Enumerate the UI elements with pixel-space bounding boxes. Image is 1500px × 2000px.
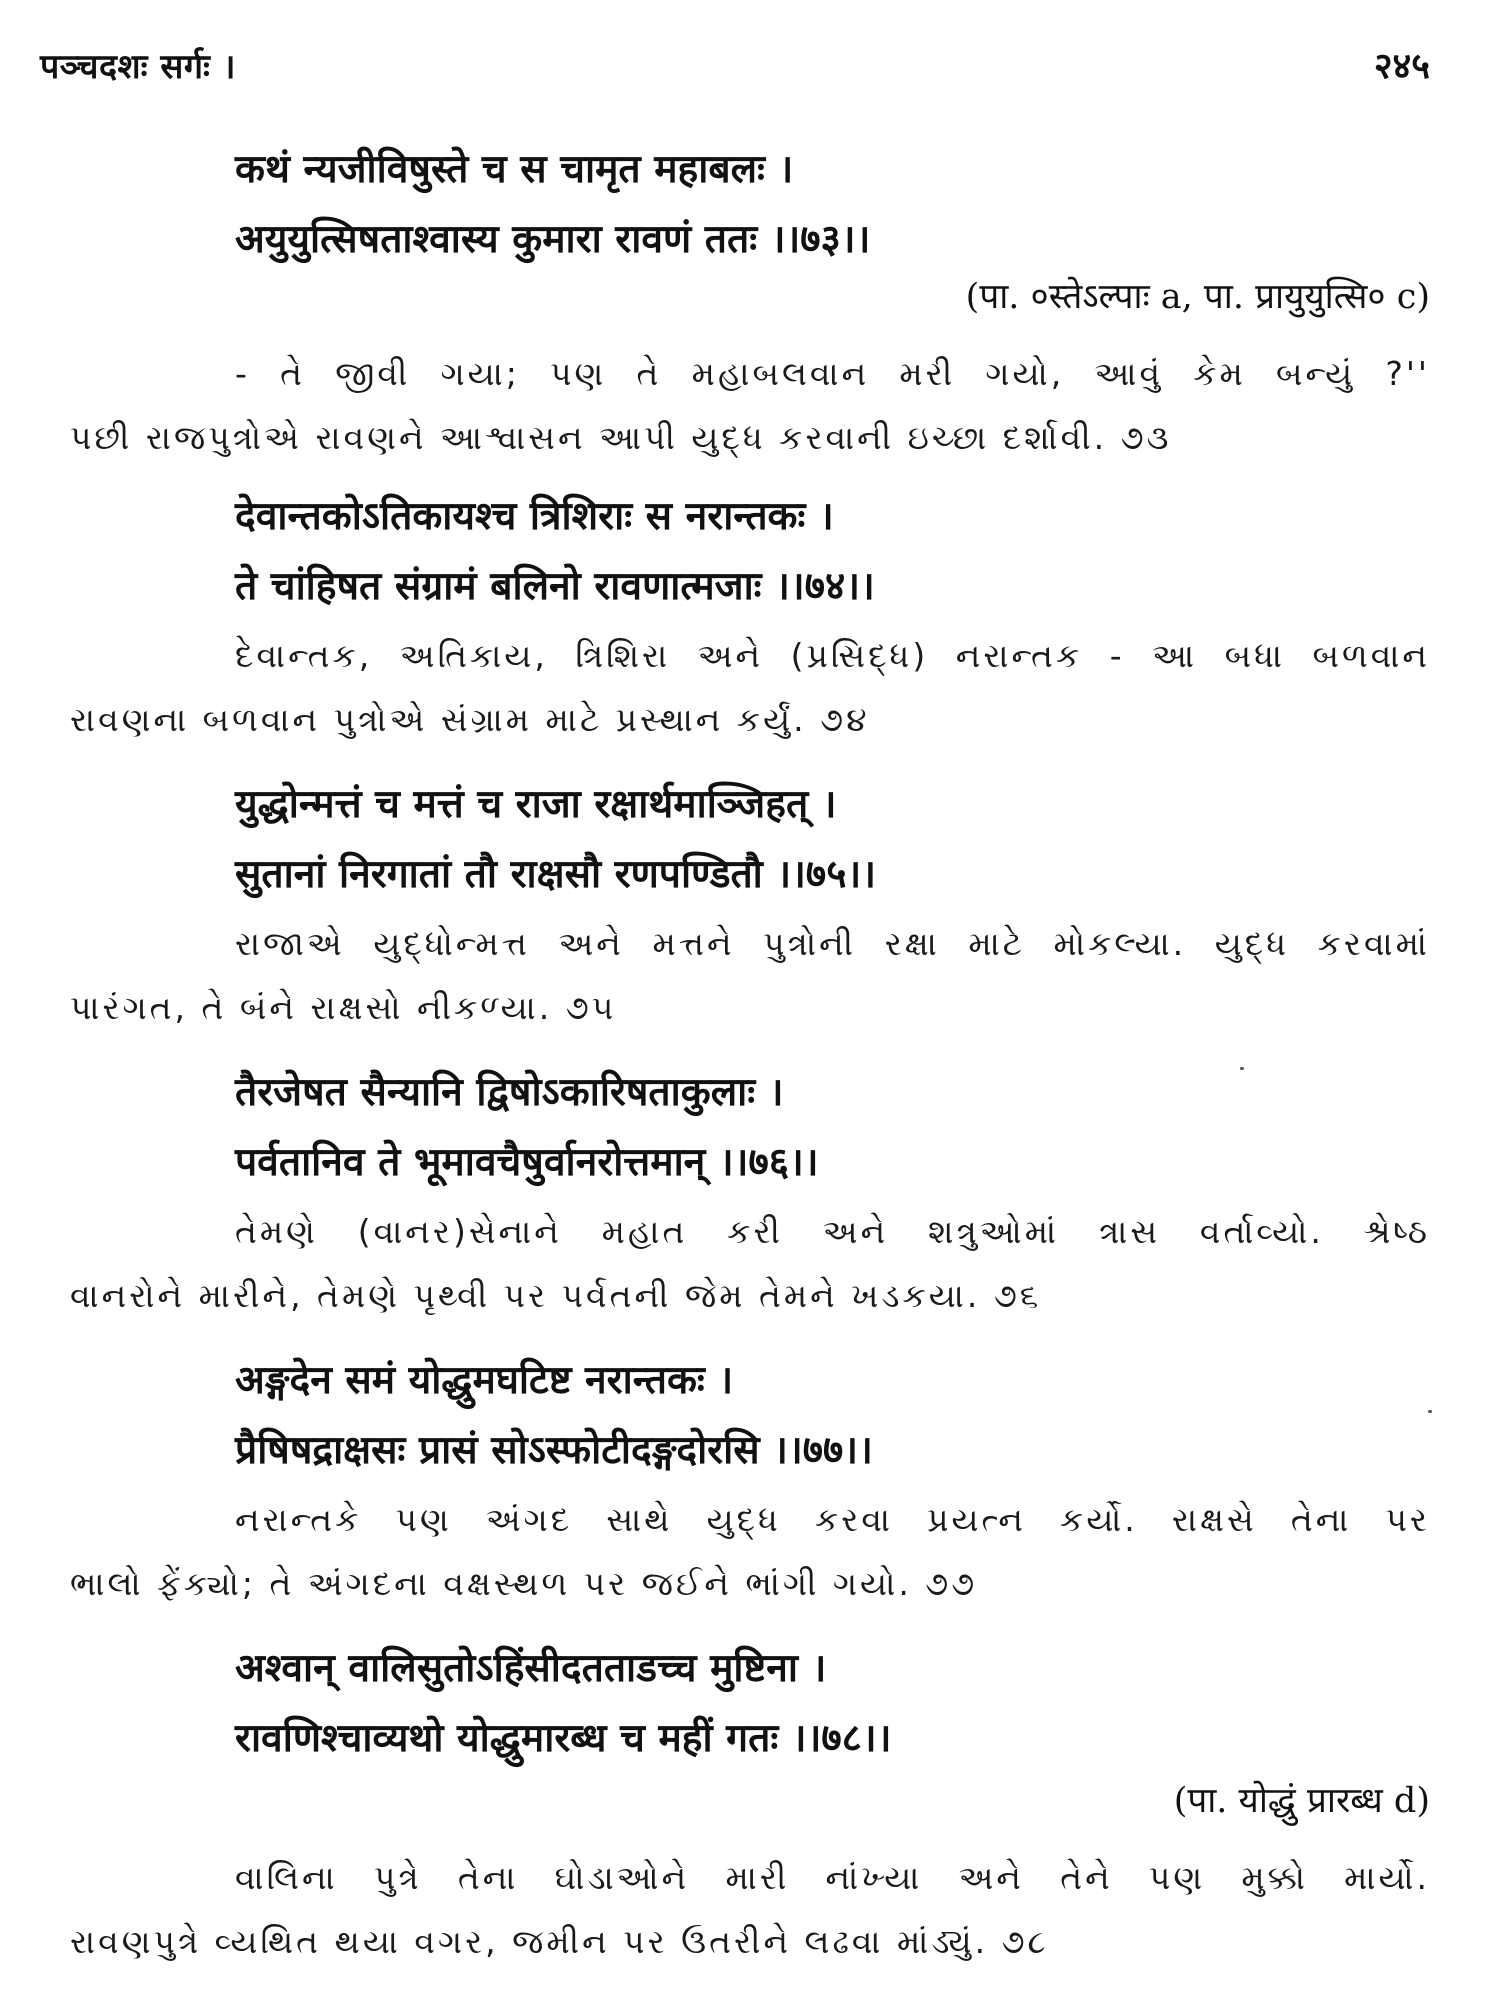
translation-line: - તે જીવી ગયા; પણ તે મહાબલવાન મરી ગયો, આવું કેમ બન્યું ?'' [235, 354, 1430, 393]
verse-line: कथं न्यजीविषुस्ते च स चामृत महाबलः । [235, 147, 794, 192]
verse-74 [235, 482, 1430, 622]
translation-line: રાજાએ યુદ્ધોન્મત્ત અને મત્તને પુત્રોની રક્ષા માટે મોકલ્યા. યુદ્ધ કરવામાં [235, 924, 1430, 963]
verse-line: युद्धोन्मत्तं च मत्तं च राजा रक्षार्थमाञ्जिहत् । [235, 782, 837, 827]
translation-line: પારંગત, તે બંને રાક્ષસો નીકળ્યા. ૭૫ [70, 988, 617, 1027]
translation-74 [70, 624, 1430, 752]
verse-73 [235, 135, 1430, 275]
verse-line: देवान्तकोऽतिकायश्च त्रिशिराः स नरान्तकः । [235, 494, 834, 539]
verse-77 [235, 1346, 1430, 1486]
verse-line: तैरजेषत सैन्यानि द्विषोऽकारिषताकुलाः । [235, 1070, 784, 1115]
translation-line: નરાન્તકે પણ અંગદ સાથે યુદ્ધ કરવા પ્રયત્ન કર્યો. રાક્ષસે તેના પર [235, 1500, 1430, 1539]
verse-line: अश्वान् वालिसुतोऽहिंसीदतताडच्च मुष्टिना । [235, 1646, 827, 1691]
translation-line: રાવણના બળવાન પુત્રોએ સંગ્રામ માટે પ્રસ્થાન કર્યું. ૭૪ [70, 700, 870, 739]
chapter-title: पञ्चदशः सर्गः । [40, 47, 237, 87]
translation-76 [70, 1200, 1430, 1328]
verse-line: रावणिश्चाव्यथो योद्धुमारब्ध च महीं गतः ।।७८।। [235, 1716, 892, 1761]
verse-76 [235, 1058, 1430, 1198]
verse-line: सुतानां निरगातां तौ राक्षसौ रणपण्डितौ ।।७५।। [235, 852, 877, 897]
scan-speck [1428, 1410, 1432, 1413]
translation-line: પછી રાજપુત્રોએ રાવણને આશ્વાસન આપી યુદ્ધ કરવાની ઇચ્છા દર્શાવી. ૭૩ [70, 418, 1172, 457]
translation-line: વાનરોને મારીને, તેમણે પૃથ્વી પર પર્વતની જેમ તેમને ખડકયા. ૭૬ [70, 1276, 1042, 1315]
translation-line: દેવાન્તક, અતિકાય, ત્રિશિરા અને (પ્રસિદ્ધ) નરાન્તક - આ બધા બળવાન [235, 636, 1430, 675]
translation-line: રાવણપુત્રે વ્યથિત થયા વગર, જમીન પર ઉતરીને લઢવા માંડ્યું. ૭૮ [70, 1922, 1049, 1961]
translation-77 [70, 1488, 1430, 1616]
verse-line: अङ्गदेन समं योद्धुमघटिष्ट नरान्तकः । [235, 1358, 734, 1403]
verse-78 [235, 1634, 1430, 1774]
translation-75 [70, 912, 1430, 1040]
verse-line: अयुयुत्सिषताश्वास्य कुमारा रावणं ततः ।।७३।। [235, 217, 871, 262]
verse-line: प्रैषिषद्राक्षसः प्रासं सोऽस्फोटीदङ्गदोरसि ।।७७।। [235, 1428, 873, 1473]
translation-73 [70, 342, 1430, 470]
translation-line: ભાલો ફેંક્યો; તે અંગદના વક્ષસ્થળ પર જઈને ભાંગી ગયો. ૭૭ [70, 1564, 978, 1603]
verse-line: पर्वतानिव ते भूमावचैषुर्वानरोत्तमान् ।।७६।। [235, 1140, 819, 1185]
running-header [40, 40, 1430, 89]
variant-reading-73: (पा. ०स्तेऽल्पाः a, पा. प्रायुयुत्सि० c) [965, 277, 1430, 317]
translation-line: તેમણે (વાનર)સેનાને મહાત કરી અને શત્રુઓમાં ત્રાસ વર્તાવ્યો. શ્રેષ્ઠ [235, 1212, 1430, 1251]
variant-reading-78: (पा. योद्धुं प्रारब्ध d) [1173, 1781, 1430, 1821]
scan-speck [1240, 1067, 1244, 1070]
page-number: २४५ [1373, 46, 1430, 87]
verse-line: ते चांहिषत संग्रामं बलिनो रावणात्मजाः ।।७४।। [235, 564, 875, 609]
verse-75 [235, 770, 1430, 910]
translation-line: વાલિના પુત્રે તેના ઘોડાઓને મારી નાંખ્યા અને તેને પણ મુક્કો માર્યો. [235, 1858, 1430, 1897]
translation-78 [70, 1846, 1430, 1974]
